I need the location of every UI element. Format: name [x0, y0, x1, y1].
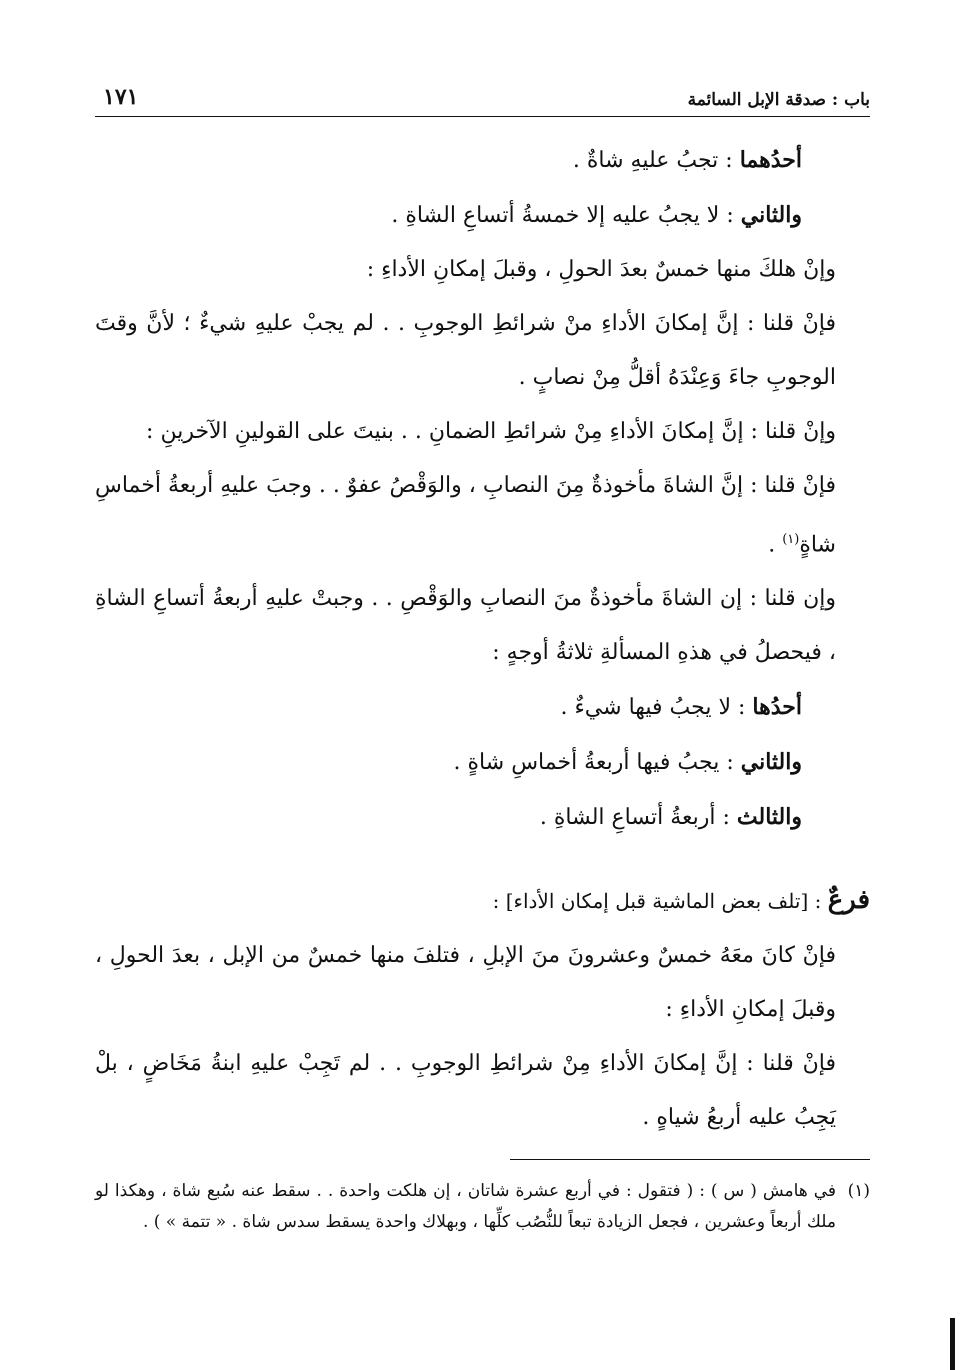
option-first [95, 680, 870, 735]
option-third [95, 790, 870, 845]
paragraph-from-nisab [95, 459, 870, 572]
footnote [95, 1176, 870, 1238]
line-second-view [95, 188, 870, 243]
text-first: : تجبُ عليهِ شاةٌ . [572, 148, 740, 173]
page-edge-mark [950, 1318, 955, 1370]
label-first: أحدُهما [739, 147, 802, 173]
paragraph-loss: وإنْ هلكَ منها خمسٌ بعدَ الحولِ ، وقبلَ إمكانِ الأداءِ : [366, 257, 836, 282]
running-head [95, 80, 870, 117]
text-from-nisab-end: . [768, 532, 783, 558]
text-from-nisab: فإنْ قلنا : إنَّ الشاةَ مأخوذةٌ مِنَ النصابِ ، والوَقْصُ عفوٌ . . وجبَ عليهِ أربعةُ أخماسِ شاةٍ [95, 473, 836, 558]
option-second [95, 735, 870, 790]
branch-paragraph-ruling: فإنْ قلنا : إنَّ إمكانَ الأداءِ مِنْ شرائطِ الوجوبِ . . لم تَجِبْ عليهِ ابنةُ مَخَاضٍ ، بلْ يَجِبُ عليه أربعُ شياهٍ . [95, 1051, 836, 1131]
option-text-first: : لا يجبُ فيها شيءٌ . [560, 695, 753, 721]
main-text [95, 133, 870, 1145]
option-text-third: : أربعةُ أتساعِ الشاةِ . [539, 805, 737, 831]
branch-paragraph-case: فإنْ كانَ معَهُ خمسٌ وعشرونَ منَ الإبلِ ، فتلفَ منها خمسٌ من الإبل ، بعدَ الحولِ ، وقبلَ إمكانِ الأداءِ : [95, 943, 836, 1023]
paragraph-from-nisab-and-waqs: وإن قلنا : إن الشاةَ مأخوذةٌ منَ النصابِ والوَقْصِ . . وجبتْ عليهِ أربعةُ أتساعِ الشاةِ ، فيحصلُ في هذهِ المسألةِ ثلاثةُ أوجهٍ : [95, 586, 836, 666]
page-number: ١٧١ [103, 84, 139, 110]
footnote-text: في هامش ( س ) : ( فتقول : في أربع عشرة شاتان ، إن هلكت واحدة . . سقط عنه سُبع شاة ، وهكذا لو ملك أربعاً وعشرين ، فجعل الزيادة تبعاً للنُّصُب كلِّها ، وبهلاك واحدة يسقط سدس شاة . « تتمة » ) . [95, 1181, 836, 1233]
line-first-view [95, 133, 870, 188]
option-label-third: والثالث [736, 804, 802, 831]
footnote-ref[interactable]: (١) [782, 532, 800, 547]
label-second: والثاني [740, 202, 802, 228]
branch-heading [95, 873, 870, 929]
option-label-first: أحدُها [752, 694, 802, 721]
option-label-second: والثاني [740, 749, 802, 776]
paragraph-condition-liability: وإنْ قلنا : إنَّ إمكانَ الأداءِ مِنْ شرائطِ الضمانِ . . بنيتَ على القولينِ الآخرينِ : [146, 419, 836, 444]
option-text-second: : يجبُ فيها أربعةُ أخماسِ شاةٍ . [453, 750, 741, 776]
text-second: : لا يجبُ عليه إلا خمسةُ أتساعِ الشاةِ . [391, 203, 741, 228]
section-gap [95, 845, 870, 873]
chapter-title: باب : صدقة الإبل السائمة [687, 90, 870, 110]
branch-label: فرعٌ [827, 885, 870, 916]
page [95, 80, 870, 1238]
footnote-number: (١) [847, 1181, 870, 1202]
branch-title: : [تلف بعض الماشية قبل إمكان الأداء] : [492, 889, 828, 914]
paragraph-condition-obligation: فإنْ قلنا : إنَّ إمكانَ الأداءِ منْ شرائطِ الوجوبِ . . لم يجبْ عليهِ شيءٌ ؛ لأنَّ وقتَ الوجوبِ جاءَ وَعِنْدَهُ أقلُّ مِنْ نصابٍ . [95, 311, 836, 390]
footnote-separator [510, 1159, 870, 1160]
